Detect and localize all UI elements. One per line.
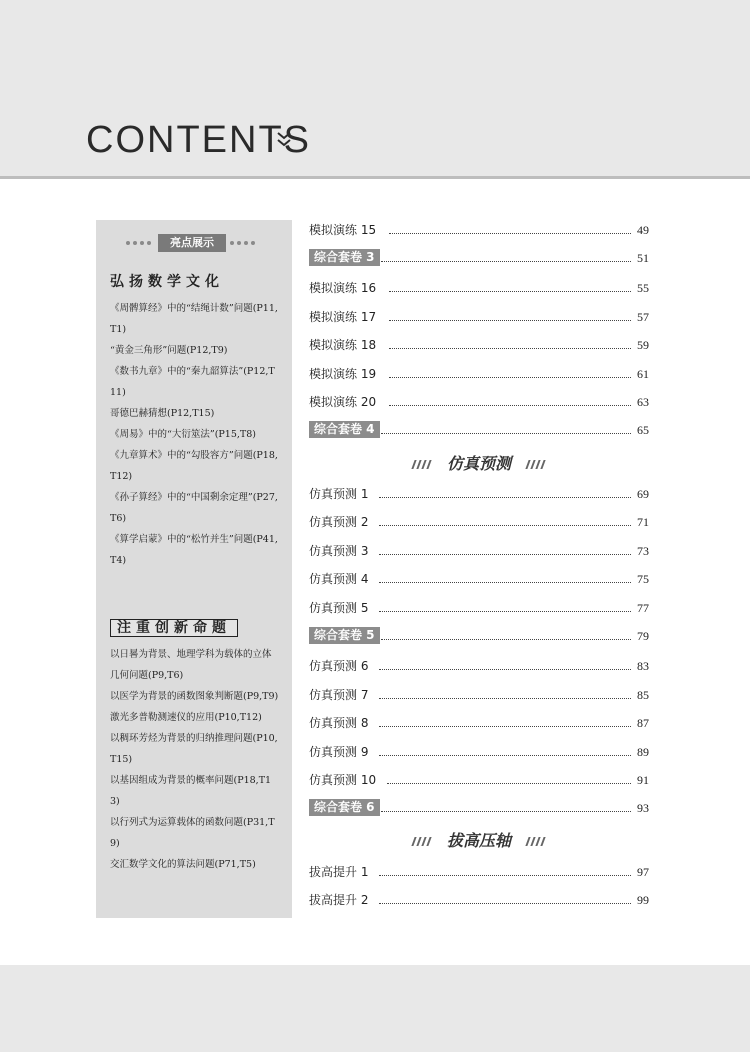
toc-row[interactable] (309, 862, 649, 882)
leader-dots (379, 698, 631, 699)
toc-row[interactable] (309, 364, 649, 384)
toc-row[interactable] (309, 248, 649, 268)
toc-row[interactable] (309, 484, 649, 504)
toc-label: 模拟演练 16 (309, 281, 377, 295)
toc-label: 综合套卷 6 (309, 799, 380, 816)
toc-label: 仿真预测 10 (309, 773, 377, 787)
toc-page: 69 (637, 487, 649, 501)
toc-label: 仿真预测 4 (309, 572, 369, 586)
slashes-right (527, 460, 547, 468)
toc-row[interactable] (309, 278, 649, 298)
list-item: 以行列式为运算载体的函数问题(P31,T9) (110, 817, 275, 849)
toc-page: 57 (637, 310, 649, 324)
toc-label: 模拟演练 17 (309, 310, 377, 324)
toc-row[interactable] (309, 656, 649, 676)
toc-label: 仿真预测 3 (309, 544, 369, 558)
leader-dots (379, 611, 631, 612)
footer-band (0, 965, 750, 1052)
toc-row[interactable] (309, 392, 649, 412)
leader-dots (389, 348, 631, 349)
list-item: 《孙子算经》中的“中国剩余定理”(P27,T6) (110, 492, 278, 524)
list-item: 以基因组成为背景的概率问题(P18,T13) (110, 775, 272, 807)
leader-dots (389, 291, 631, 292)
toc-row[interactable] (309, 335, 649, 355)
toc-page: 89 (637, 745, 649, 759)
toc-label: 仿真预测 5 (309, 601, 369, 615)
section-header-text: 仿真预测 (446, 454, 511, 473)
toc-row[interactable] (309, 685, 649, 705)
toc-page: 65 (637, 423, 649, 437)
toc-label: 仿真预测 1 (309, 487, 369, 501)
toc-label: 模拟演练 20 (309, 395, 377, 409)
toc-row[interactable] (309, 770, 649, 790)
list-item: 《数书九章》中的“秦九韶算法”(P12,T11) (110, 366, 275, 398)
toc-label: 仿真预测 8 (309, 716, 369, 730)
toc-page: 99 (637, 893, 649, 907)
leader-dots (389, 405, 631, 406)
section-header-advanced (309, 829, 649, 853)
leader-dots (389, 233, 631, 234)
leader-dots (379, 582, 631, 583)
toc-page: 91 (637, 773, 649, 787)
leader-dots (381, 639, 631, 640)
leader-dots (379, 525, 631, 526)
toc-row[interactable] (309, 420, 649, 440)
toc-row[interactable] (309, 569, 649, 589)
toc-row[interactable] (309, 598, 649, 618)
toc-page: 79 (637, 629, 649, 643)
leader-dots (379, 497, 631, 498)
list-item: 激光多普勒测速仪的应用(P10,T12) (110, 712, 262, 723)
toc-label: 拔高提升 1 (309, 865, 369, 879)
toc-row[interactable] (309, 307, 649, 327)
toc-label: 模拟演练 18 (309, 338, 377, 352)
leader-dots (379, 726, 631, 727)
section-title-innovation-text: 注重创新命题 (110, 619, 238, 637)
section-header-text: 拔高压轴 (446, 831, 511, 850)
toc-page: 83 (637, 659, 649, 673)
list-item: 以稠环芳烃为背景的归纳推理问题(P10,T15) (110, 733, 278, 765)
toc-label: 模拟演练 15 (309, 223, 377, 237)
sidebar-badge: 亮点展示 (158, 234, 226, 252)
leader-dots (381, 811, 631, 812)
leader-dots (381, 433, 631, 434)
list-item: 哥德巴赫猜想(P12,T15) (110, 408, 215, 419)
toc-page: 63 (637, 395, 649, 409)
section-header-simulation (309, 452, 649, 476)
toc-page: 97 (637, 865, 649, 879)
toc-row[interactable] (309, 890, 649, 910)
section-title-culture: 弘扬数学文化 (110, 274, 224, 290)
toc-page: 87 (637, 716, 649, 730)
list-item: 《周髀算经》中的“结绳计数”问题(P11,T1) (110, 303, 278, 335)
slashes-right (527, 837, 547, 845)
toc-label: 模拟演练 19 (309, 367, 377, 381)
toc-page: 61 (637, 367, 649, 381)
list-item: “黄金三角形”问题(P12,T9) (110, 345, 228, 356)
toc-label: 拔高提升 2 (309, 893, 369, 907)
toc-page: 85 (637, 688, 649, 702)
toc-page: 75 (637, 572, 649, 586)
toc-row[interactable] (309, 541, 649, 561)
toc-label: 仿真预测 9 (309, 745, 369, 759)
list-item: 《算学启蒙》中的“松竹并生”问题(P41,T4) (110, 534, 278, 566)
leader-dots (389, 377, 631, 378)
toc-row[interactable] (309, 798, 649, 818)
toc-label: 综合套卷 3 (309, 249, 380, 266)
page-title: CONTENTS (86, 119, 311, 161)
leader-dots (379, 875, 631, 876)
toc-page: 49 (637, 223, 649, 237)
toc-row[interactable] (309, 713, 649, 733)
toc-label: 综合套卷 4 (309, 421, 380, 438)
toc-page: 77 (637, 601, 649, 615)
toc-page: 55 (637, 281, 649, 295)
toc-row[interactable] (309, 626, 649, 646)
list-item: 以医学为背景的函数图象判断题(P9,T9) (110, 691, 279, 702)
toc-row[interactable] (309, 742, 649, 762)
leader-dots (379, 669, 631, 670)
list-item: 《九章算术》中的“勾股容方”问题(P18,T12) (110, 450, 278, 482)
leader-dots (379, 554, 631, 555)
toc-page: 51 (637, 251, 649, 265)
leader-dots (379, 903, 631, 904)
list-item: 《周易》中的“大衍筮法”(P15,T8) (110, 429, 257, 440)
leader-dots (389, 320, 631, 321)
leader-dots (379, 755, 631, 756)
toc-label: 综合套卷 5 (309, 627, 380, 644)
list-item: 以日晷为背景、地理学科为载体的立体几何问题(P9,T6) (110, 649, 272, 681)
toc-page: 73 (637, 544, 649, 558)
toc-row[interactable] (309, 220, 649, 240)
toc-page: 71 (637, 515, 649, 529)
toc-label: 仿真预测 2 (309, 515, 369, 529)
toc-page: 93 (637, 801, 649, 815)
leader-dots (387, 783, 631, 784)
toc-page: 59 (637, 338, 649, 352)
toc-label: 仿真预测 6 (309, 659, 369, 673)
toc-row[interactable] (309, 512, 649, 532)
leader-dots (381, 261, 631, 262)
toc-label: 仿真预测 7 (309, 688, 369, 702)
list-item: 交汇数学文化的算法问题(P71,T5) (110, 859, 256, 870)
